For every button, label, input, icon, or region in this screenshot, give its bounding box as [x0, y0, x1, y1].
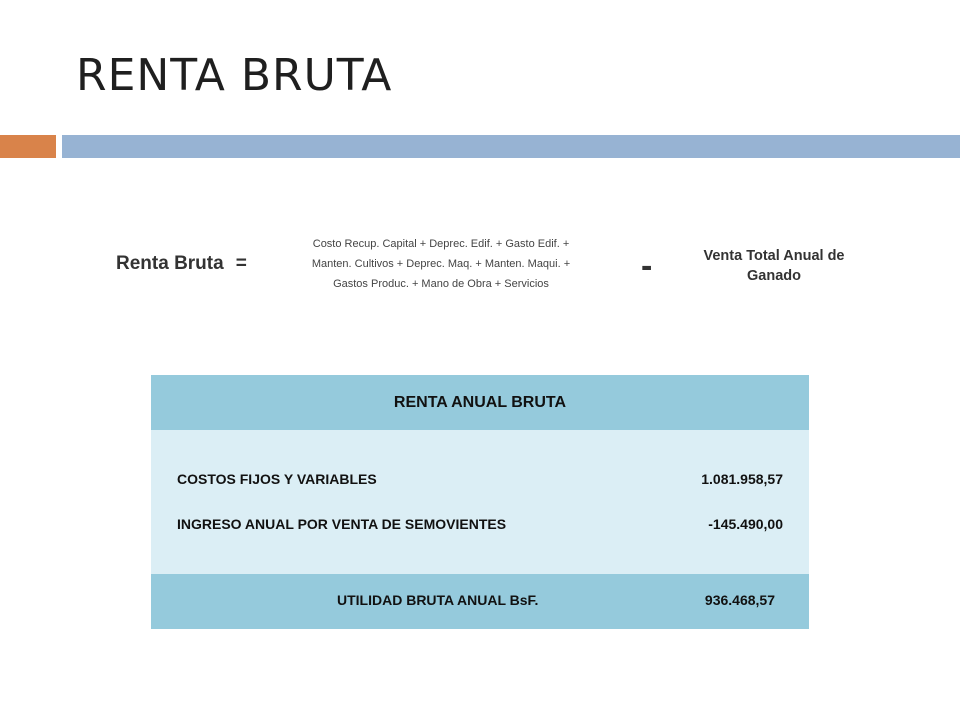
- row-value: -145.490,00: [708, 516, 783, 532]
- formula-costs-line: Costo Recup. Capital + Deprec. Edif. + Gasto Edif. +: [312, 238, 570, 250]
- renta-anual-table: [151, 375, 809, 629]
- table-body: [151, 430, 809, 574]
- formula-income-line: Ganado: [747, 268, 801, 284]
- table-row: [177, 471, 783, 487]
- row-value: 1.081.958,57: [701, 471, 783, 487]
- row-label: COSTOS FIJOS Y VARIABLES: [177, 471, 377, 487]
- formula-costs-line: Manten. Cultivos + Deprec. Maq. + Manten. Maqui. +: [311, 258, 571, 270]
- formula-income-expression: [686, 246, 862, 286]
- formula-equals-sign: =: [235, 253, 247, 274]
- formula-minus-operator: -: [641, 247, 653, 285]
- table-row: [177, 516, 783, 532]
- total-value: 936.468,57: [704, 592, 775, 608]
- accent-bar-orange: [0, 135, 56, 158]
- table-total-row: [151, 574, 809, 629]
- formula-costs-expression: [286, 234, 596, 294]
- total-label: UTILIDAD BRUTA ANUAL BsF.: [337, 592, 539, 608]
- accent-bar-blue: [62, 135, 960, 158]
- formula-lhs: [116, 253, 247, 275]
- row-label: INGRESO ANUAL POR VENTA DE SEMOVIENTES: [177, 516, 507, 532]
- formula-costs-line: Gastos Produc. + Mano de Obra + Servicios: [333, 278, 549, 290]
- table-header: RENTA ANUAL BRUTA: [151, 375, 809, 430]
- formula-lhs-label: Renta Bruta: [116, 253, 224, 274]
- slide-title: RENTA BRUTA: [76, 50, 393, 101]
- formula-income-line: Venta Total Anual de: [703, 248, 845, 264]
